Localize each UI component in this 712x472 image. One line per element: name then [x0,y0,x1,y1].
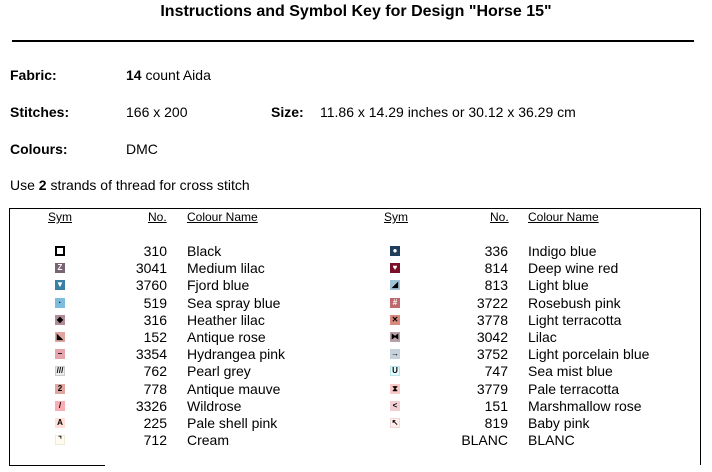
key-row [0,243,712,260]
fabric-count: 14 [126,67,142,83]
key-row [0,260,712,277]
key-row [0,363,712,380]
header-sym-right: Sym [384,210,408,224]
dmc-number: 3354 [135,346,167,363]
symbol-swatch-icon: Z [55,263,65,273]
thread-instruction [10,177,250,193]
symbol-swatch-icon: ✕ [391,314,399,324]
dmc-number: 712 [143,432,167,449]
symbol-swatch-icon: ◣ [56,332,64,341]
key-row [0,312,712,329]
colour-name: Light porcelain blue [528,346,650,363]
header-no-left: No. [148,210,167,224]
dmc-number: 336 [484,243,508,259]
dmc-number: 3042 [476,329,508,345]
size-value: 11.86 x 14.29 inches or 30.12 x 36.29 cm [320,104,576,120]
colour-name: Hydrangea pink [187,346,286,363]
size-label: Size: [271,104,304,120]
fabric-value [126,67,211,83]
symbol-swatch-icon: ◆ [56,314,64,324]
dmc-number: 3326 [135,397,167,414]
symbol-swatch-icon: / [55,401,65,411]
fabric-type: count Aida [141,67,211,83]
symbol-swatch-icon: → [391,349,399,359]
symbol-swatch-icon: – [55,349,65,359]
header-colour-name-right: Colour Name [528,210,599,224]
dmc-number: 316 [143,311,167,328]
dmc-number: 747 [484,363,508,380]
dmc-number: BLANC [461,432,508,449]
dmc-number: 152 [143,329,167,345]
colour-name: Pale shell pink [187,415,278,431]
key-row [0,432,712,449]
dmc-number: 819 [484,415,508,431]
colour-name: Antique rose [187,329,266,345]
colour-name: Baby pink [528,415,590,431]
colour-name: Cream [187,432,230,449]
key-row [0,398,712,415]
dmc-number: 3752 [476,346,508,363]
colour-name: Heather lilac [187,311,265,328]
stitches-label: Stitches: [10,104,70,120]
colour-name: BLANC [528,432,575,449]
key-row [0,346,712,363]
dmc-number: 151 [484,397,508,414]
colour-name: Pearl grey [187,363,251,380]
symbol-swatch-icon: 2 [55,384,65,394]
symbol-swatch-icon: # [390,298,400,308]
header-no-right: No. [490,210,509,224]
note-pre: Use [10,177,39,193]
symbol-swatch-icon: A [55,418,65,428]
dmc-number: 519 [143,294,167,311]
symbol-swatch-icon: ⌝ [55,435,65,445]
note-post: strands of thread for cross stitch [46,177,250,193]
symbol-swatch-icon: ⧗ [390,384,400,394]
dmc-number: 225 [143,415,167,431]
symbol-swatch-icon: ● [390,246,400,256]
key-row [0,295,712,312]
symbol-swatch-icon [390,435,400,445]
dmc-number: 814 [484,260,508,277]
colour-name: Antique mauve [187,380,281,397]
dmc-number: 3779 [476,380,508,397]
key-row [0,329,712,346]
symbol-swatch-icon: · [55,298,65,308]
colour-name: Sea spray blue [187,294,281,311]
colour-name: Wildrose [187,397,242,414]
symbol-swatch-icon: ▼ [56,280,64,290]
strand-count: 2 [38,177,47,193]
colours-value: DMC [126,141,158,157]
symbol-key-bottom-rule [9,465,105,466]
page-title: Instructions and Symbol Key for Design "Horse 15" [160,3,552,20]
dmc-number: 3722 [476,294,508,311]
colours-label: Colours: [10,141,68,157]
key-row [0,381,712,398]
colour-name: Black [187,243,222,259]
key-row [0,415,712,432]
colour-name: Pale terracotta [528,380,620,397]
colour-name: Marshmallow rose [528,397,642,414]
colour-name: Sea mist blue [528,363,613,380]
colour-name: Medium lilac [187,260,265,277]
title-divider [12,40,694,42]
symbol-swatch-icon: ↖ [391,418,399,427]
dmc-number: 3760 [135,277,167,294]
header-sym-left: Sym [48,210,72,224]
stitches-value: 166 x 200 [126,104,188,120]
colour-name: Light blue [528,277,589,294]
header-colour-name-left: Colour Name [187,210,258,224]
dmc-number: 813 [484,277,508,294]
colour-name: Rosebush pink [528,294,621,311]
dmc-number: 3041 [135,260,167,277]
symbol-swatch-icon: U [390,366,400,376]
colour-name: Indigo blue [528,243,597,259]
fabric-label: Fabric: [10,67,57,83]
dmc-number: 762 [143,363,167,380]
symbol-swatch-icon: ◢ [391,280,399,290]
dmc-number: 3778 [476,311,508,328]
symbol-swatch-icon: ♥ [390,263,400,273]
colour-name: Light terracotta [528,311,622,328]
key-row [0,277,712,294]
symbol-swatch-icon: /// [56,366,64,376]
colour-name: Deep wine red [528,260,619,277]
symbol-swatch-icon: ⧓ [391,332,399,341]
colour-name: Lilac [528,329,557,345]
dmc-number: 778 [143,380,167,397]
colour-name: Fjord blue [187,277,250,294]
symbol-swatch-icon: < [390,401,400,411]
dmc-number: 310 [143,243,167,259]
